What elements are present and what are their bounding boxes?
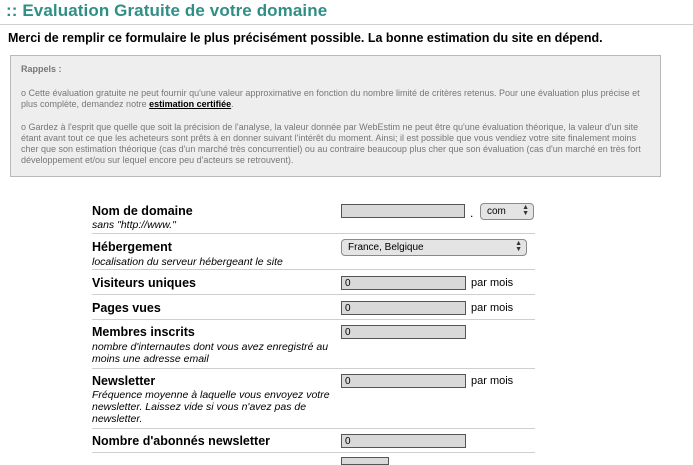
- row-divider: [92, 294, 535, 295]
- tld-select[interactable]: [480, 203, 534, 220]
- chevron-updown-icon: ▲ ▼: [515, 240, 522, 253]
- domain-dot: .: [470, 206, 474, 220]
- pageviews-label: Pages vues: [92, 301, 161, 315]
- chevron-updown-icon: ▲ ▼: [522, 204, 529, 217]
- domain-label: Nom de domaine: [92, 204, 193, 218]
- members-label: Membres inscrits: [92, 325, 195, 339]
- subscribers-label: Nombre d'abonnés newsletter: [92, 434, 271, 448]
- row-divider: [92, 319, 535, 320]
- newsletter-input[interactable]: 0: [341, 374, 466, 388]
- row-divider: [92, 368, 535, 369]
- visitors-unit: par mois: [471, 277, 514, 289]
- members-hint: nombre d'internautes dont vous avez enregistré au moins une adresse email: [92, 341, 329, 365]
- rappels-paragraph-2: o Gardez à l'esprit que quelle que soit la précision de l'analyse, la valeur donnée par WebEstim ne peut être qu'une évaluation théorique, la valeur d'un site étant avant tout ce que les acheteurs sont prêts à en donner suivant l'intérêt du moment. Ainsi; il est possible que vous vendiez votre site finalement moins cher que son estimation théorique (cas d'un marché très concurrentiel) ou au contraire beaucoup plus cher que son évaluation (cas d'un marché en très fort développement et/ou sur lequel encore peu d'acteurs se retrouvent).: [21, 122, 641, 165]
- rappels-paragraph-1-text: o Cette évaluation gratuite ne peut fournir qu'une valeur approximative en fonction du nombre limité de critères retenus. Pour une évaluation plus précise et plus complète, demandez notre: [21, 88, 640, 109]
- tld-select-value: com: [487, 206, 506, 217]
- row-divider: [92, 269, 535, 270]
- pageviews-unit: par mois: [471, 302, 514, 314]
- page-title: :: Evaluation Gratuite de votre domaine: [6, 1, 328, 20]
- domain-hint: sans "http://www.": [92, 219, 176, 231]
- next-field-partial[interactable]: [341, 457, 389, 465]
- rappels-title: Rappels :: [21, 64, 62, 74]
- domain-input[interactable]: [341, 204, 465, 218]
- hosting-select-value: France, Belgique: [348, 242, 424, 253]
- row-divider: [92, 428, 535, 429]
- subscribers-input[interactable]: 0: [341, 434, 466, 448]
- row-divider: [92, 452, 535, 453]
- members-input[interactable]: 0: [341, 325, 466, 339]
- hosting-label: Hébergement: [92, 240, 172, 254]
- visitors-input[interactable]: 0: [341, 276, 466, 290]
- newsletter-label: Newsletter: [92, 374, 156, 388]
- rappels-box: [10, 55, 661, 177]
- row-divider: [92, 233, 535, 234]
- rappels-paragraph-1: [21, 88, 650, 110]
- newsletter-hint: Fréquence moyenne à laquelle vous envoyez votre newsletter. Laissez vide si vous n'avez pas de newsletter.: [92, 389, 330, 425]
- visitors-label: Visiteurs uniques: [92, 276, 196, 290]
- hosting-select[interactable]: [341, 239, 527, 256]
- estimation-certifiee-link[interactable]: estimation certifiée: [149, 99, 232, 109]
- intro-text: Merci de remplir ce formulaire le plus précisément possible. La bonne estimation du site en dépend.: [8, 31, 603, 45]
- hosting-hint: localisation du serveur hébergeant le site: [92, 256, 283, 268]
- pageviews-input[interactable]: 0: [341, 301, 466, 315]
- newsletter-unit: par mois: [471, 375, 514, 387]
- rappels-paragraph-1-end: .: [231, 99, 234, 109]
- title-divider: [0, 24, 693, 25]
